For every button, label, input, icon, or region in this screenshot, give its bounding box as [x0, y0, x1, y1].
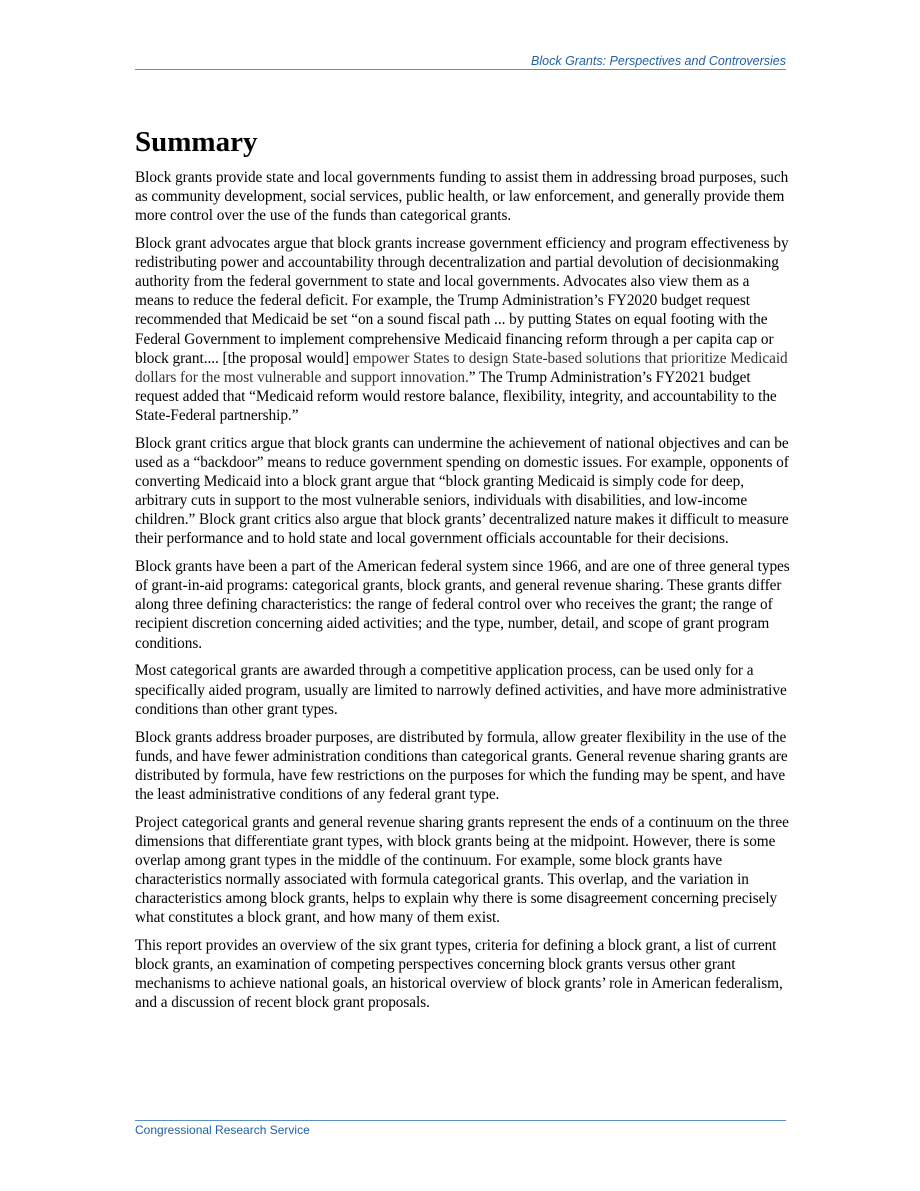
advocates-text-part3: ” The Trump Administration’s FY2021 budget request added that “Medicaid reform would restore balance, flexibility, integrity, and accountability to the State-Federal partnership.”	[135, 368, 777, 424]
paragraph-report-overview: This report provides an overview of the six grant types, criteria for defining a block grant, a list of current block grants, an examination of competing perspectives concerning block grants versus other grant mechanisms to achieve national goals, an historical overview of block grants’ role in American federalism, and a discussion of recent block grant proposals.	[135, 937, 783, 1012]
paragraph-critics: Block grant critics argue that block grants can undermine the achievement of national objectives and can be used as a “backdoor” means to reduce government spending on domestic issues. For example, opponents of converting Medicaid into a block grant argue that “block granting Medicaid is simply code for deep, arbitrary cuts in support to the most vulnerable seniors, individuals with disabilities, and low-income children.” Block grant critics also argue that block grants’ decentralized nature makes it difficult to measure their performance and to hold state and local government officials accountable for their decisions.	[135, 434, 789, 548]
paragraph-continuum: Project categorical grants and general revenue sharing grants represent the ends of a continuum on the three dimensions that differentiate grant types, with block grants being at the midpoint. However, there is some overlap among grant types in the middle of the continuum. For example, some block grants have characteristics normally associated with formula categorical grants. This overlap, and the variation in characteristics among block grants, helps to explain why there is some disagreement concerning precisely what constitutes a block grant, and how many of them exist.	[135, 813, 789, 927]
paragraph-definition: Block grants provide state and local governments funding to assist them in addressing broad purposes, such as community development, social services, public health, or law enforcement, and generally provide them more control over the use of the funds than categorical grants.	[135, 169, 789, 225]
page-title: Summary	[135, 126, 258, 158]
footer-organization: Congressional Research Service	[135, 1123, 310, 1137]
advocates-text-part1: Block grant advocates argue that block grants increase government efficiency and program effectiveness by redistributing power and accountability through decentralization and partial devolution of decisionmaking authority from the federal government to state and local governments. Advocates also view them as a means to reduce the federal deficit. For example, the Trump Administration’s FY2020 budget request recommended that Medicaid be set “on a sound fiscal path ... by putting States on equal footing with the Federal Government to implement comprehensive Medicaid financing reform through a per capita cap or block grant.... [the proposal would]	[135, 235, 789, 367]
paragraph-advocates	[135, 234, 791, 425]
advocates-text-part2: empower States to design State-based solutions that prioritize Medicaid dollars for the most vulnerable and support innovation.	[135, 349, 788, 386]
running-header-title: Block Grants: Perspectives and Controversies	[531, 54, 786, 68]
summary-body	[135, 168, 791, 1021]
paragraph-block-grants: Block grants address broader purposes, are distributed by formula, allow greater flexibility in the use of the funds, and have fewer administration conditions than categorical grants. General revenue sharing grants are distributed by formula, have few restrictions on the purposes for which the funding may be spent, and have the least administrative conditions of any federal grant type.	[135, 728, 788, 803]
paragraph-history: Block grants have been a part of the American federal system since 1966, and are one of three general types of grant-in-aid programs: categorical grants, block grants, and general revenue sharing. These grants differ along three defining characteristics: the range of federal control over who receives the grant; the range of recipient discretion concerning aided activities; and the type, number, detail, and scope of grant program conditions.	[135, 558, 790, 652]
paragraph-categorical: Most categorical grants are awarded through a competitive application process, can be used only for a specifically aided program, usually are limited to narrowly defined activities, and have more administrative conditions than other grant types.	[135, 662, 787, 718]
header-divider	[135, 69, 786, 70]
footer-divider	[135, 1120, 786, 1121]
